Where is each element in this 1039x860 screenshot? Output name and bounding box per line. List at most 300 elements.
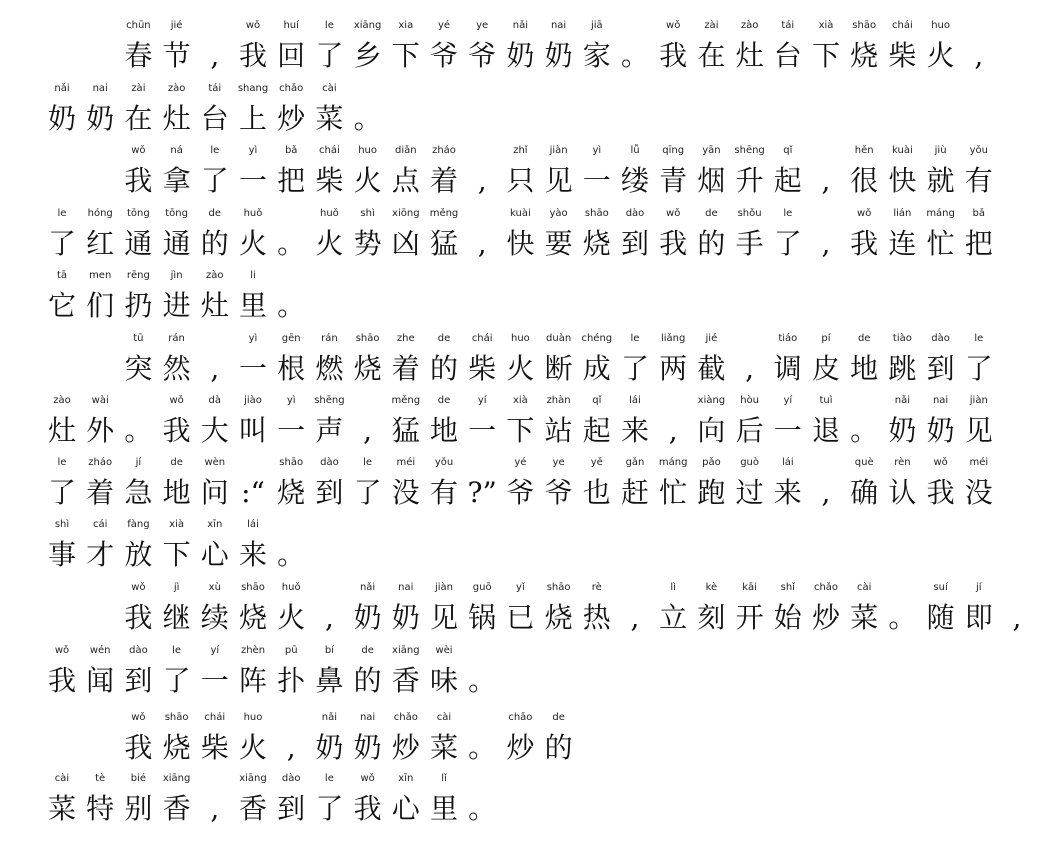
- pinyin: pí: [821, 333, 831, 344]
- pinyin: jié: [170, 20, 183, 31]
- hanzi: 凶: [391, 227, 420, 260]
- hanzi: 断: [544, 352, 573, 385]
- hanzi: 升: [735, 164, 764, 197]
- pinyin: yé: [514, 457, 527, 468]
- pinyin: shāo: [164, 712, 189, 723]
- pinyin: yí: [783, 395, 793, 406]
- pinyin: wǒ: [857, 208, 872, 219]
- hanzi: 柴: [468, 352, 497, 385]
- hanzi: 柴: [888, 39, 917, 72]
- hanzi: 要: [544, 227, 573, 260]
- pinyin: zhǐ: [513, 145, 528, 156]
- pinyin: yì: [248, 145, 258, 156]
- pinyin: nǎi: [894, 395, 911, 406]
- hanzi: 势: [353, 227, 382, 260]
- hanzi: 台: [773, 39, 802, 72]
- pinyin: lián: [893, 208, 912, 219]
- pinyin: xīn: [207, 519, 223, 530]
- hanzi: 点: [391, 164, 420, 197]
- hanzi: 一: [238, 164, 267, 197]
- hanzi: 开: [735, 601, 764, 634]
- hanzi: 烧: [162, 731, 191, 764]
- pinyin: shēng: [734, 145, 765, 156]
- hanzi: 到: [315, 476, 344, 509]
- pinyin: yě: [590, 457, 603, 468]
- hanzi: 。: [850, 414, 879, 447]
- ruby-character: [960, 143, 998, 205]
- hanzi: 把: [277, 164, 306, 197]
- hanzi: 上: [238, 102, 267, 135]
- pinyin: le: [363, 457, 373, 468]
- hanzi: 地: [850, 352, 879, 385]
- pinyin: wǒ: [666, 20, 681, 31]
- hanzi: 。: [468, 792, 497, 825]
- hanzi: 味: [429, 664, 458, 697]
- hanzi: 拿: [162, 164, 191, 197]
- pinyin: hóng: [87, 208, 113, 219]
- pinyin: nǎi: [54, 83, 70, 94]
- pinyin: [341, 81, 395, 97]
- hanzi: 我: [124, 731, 153, 764]
- hanzi: 烧: [277, 476, 306, 509]
- hanzi: 里: [429, 792, 458, 825]
- pinyin: dào: [625, 208, 645, 219]
- pinyin: tōng: [165, 208, 188, 219]
- pinyin: le: [210, 145, 220, 156]
- hanzi: 心: [391, 792, 420, 825]
- pinyin: měng: [391, 395, 421, 406]
- hanzi: 着: [429, 164, 458, 197]
- hanzi: 然: [162, 352, 191, 385]
- hanzi: 一: [277, 414, 306, 447]
- pinyin: méi: [396, 457, 416, 468]
- hanzi: 有: [429, 476, 458, 509]
- hanzi: 奶: [544, 39, 573, 72]
- hanzi: 青: [659, 164, 688, 197]
- pinyin: de: [437, 395, 451, 406]
- hanzi: 下: [391, 39, 420, 72]
- pinyin: chái: [892, 20, 913, 31]
- hanzi: 回: [277, 39, 306, 72]
- pinyin: xiāng: [353, 20, 382, 31]
- hanzi: 已: [506, 601, 535, 634]
- pinyin: yì: [592, 145, 602, 156]
- pinyin: chūn: [126, 20, 151, 31]
- pinyin: men: [89, 270, 112, 281]
- pinyin: nai: [359, 712, 376, 723]
- pinyin: jiàn: [969, 395, 988, 406]
- punctuation: [463, 643, 501, 705]
- pinyin: shāo: [546, 582, 571, 593]
- hanzi: 炒: [391, 731, 420, 764]
- hanzi: 退: [811, 414, 840, 447]
- pinyin: huo: [510, 333, 530, 344]
- pinyin: dào: [320, 457, 339, 468]
- pinyin: de: [705, 208, 718, 219]
- hanzi: 我: [850, 227, 879, 260]
- pinyin: de: [361, 645, 374, 656]
- pinyin: qīng: [662, 145, 685, 156]
- hanzi: 菜: [850, 601, 879, 634]
- pinyin: wǒ: [169, 395, 184, 406]
- pinyin: tōng: [127, 208, 150, 219]
- hanzi: 。: [277, 538, 306, 571]
- hanzi: 继: [162, 601, 191, 634]
- pinyin: huo: [931, 20, 950, 31]
- hanzi: ,: [210, 39, 220, 72]
- pinyin: duàn: [546, 333, 572, 344]
- hanzi: 柴: [315, 164, 344, 197]
- pinyin: [455, 771, 509, 787]
- pinyin: máng: [658, 457, 688, 468]
- pinyin: tiáo: [778, 333, 798, 344]
- pinyin: wén: [89, 645, 111, 656]
- pinyin: rán: [168, 333, 185, 344]
- hanzi: 了: [47, 476, 76, 509]
- pinyin: de: [437, 333, 451, 344]
- pinyin: le: [630, 333, 640, 344]
- pinyin: wǒ: [131, 145, 146, 156]
- hanzi: ,: [974, 39, 984, 72]
- pinyin: cài: [436, 712, 452, 723]
- hanzi: 进: [162, 289, 191, 322]
- text-line: [0, 268, 1039, 330]
- pinyin: shāo: [355, 333, 380, 344]
- hanzi: 烧: [544, 601, 573, 634]
- hanzi: 灶: [47, 414, 76, 447]
- hanzi: 在: [124, 102, 153, 135]
- pinyin: de: [552, 712, 565, 723]
- hanzi: 的: [429, 352, 458, 385]
- hanzi: 火: [238, 731, 267, 764]
- hanzi: 我: [47, 664, 76, 697]
- hanzi: 问: [200, 476, 229, 509]
- hanzi: 见: [964, 414, 993, 447]
- hanzi: 奶: [353, 601, 382, 634]
- hanzi: 香: [162, 792, 191, 825]
- hanzi: 火: [506, 352, 535, 385]
- pinyin: wài: [91, 395, 109, 406]
- hanzi: 香: [238, 792, 267, 825]
- pinyin: fàng: [127, 519, 150, 530]
- hanzi: 柴: [200, 731, 229, 764]
- hanzi: 地: [429, 414, 458, 447]
- hanzi: 奶: [391, 601, 420, 634]
- hanzi: 烧: [353, 352, 382, 385]
- hanzi: 家: [582, 39, 611, 72]
- hanzi: 通: [124, 227, 153, 260]
- pinyin: jí: [976, 582, 982, 593]
- hanzi: 的: [200, 227, 229, 260]
- hanzi: 的: [544, 731, 573, 764]
- hanzi: 扔: [124, 289, 153, 322]
- pinyin: yí: [477, 395, 487, 406]
- hanzi: 声: [315, 414, 344, 447]
- pinyin: tā: [56, 270, 68, 281]
- pinyin: bié: [130, 773, 147, 784]
- hanzi: 红: [86, 227, 115, 260]
- hanzi: 来: [620, 414, 649, 447]
- hanzi: ,: [668, 414, 678, 447]
- pinyin: tuì: [819, 395, 833, 406]
- pinyin: chǎo: [393, 712, 418, 723]
- pinyin: kāi: [742, 582, 757, 593]
- pinyin: huǒ: [319, 208, 339, 219]
- pinyin: kuài: [892, 145, 913, 156]
- pinyin: zào: [740, 20, 759, 31]
- hanzi: ,: [210, 352, 220, 385]
- hanzi: 了: [315, 792, 344, 825]
- hanzi: 炒: [811, 601, 840, 634]
- pinyin: hěn: [854, 145, 874, 156]
- hanzi: ,: [821, 476, 831, 509]
- pinyin: huo: [358, 145, 377, 156]
- pinyin: hòu: [740, 395, 759, 406]
- hanzi: ,: [1012, 601, 1022, 634]
- pinyin: shǒu: [737, 208, 762, 219]
- hanzi: 即: [964, 601, 993, 634]
- pinyin: xiōng: [392, 208, 420, 219]
- hanzi: ,: [477, 227, 487, 260]
- hanzi: 奶: [353, 731, 382, 764]
- hanzi: 确: [850, 476, 879, 509]
- pinyin: de: [170, 457, 183, 468]
- pinyin: tái: [781, 20, 795, 31]
- pinyin: qǐ: [783, 145, 793, 156]
- pinyin: qǐ: [592, 395, 602, 406]
- hanzi: ,: [630, 601, 640, 634]
- pinyin: xiāng: [392, 645, 420, 656]
- hanzi: 燃: [315, 352, 344, 385]
- hanzi: 才: [86, 538, 115, 571]
- pinyin: xià: [512, 395, 528, 406]
- hanzi: 来: [773, 476, 802, 509]
- pinyin: shāo: [241, 582, 265, 593]
- hanzi: 向: [697, 414, 726, 447]
- hanzi: 把: [964, 227, 993, 260]
- pinyin: le: [324, 20, 334, 31]
- pinyin: yǒu: [434, 457, 454, 468]
- pinyin: ye: [552, 457, 565, 468]
- pinyin: zài: [131, 83, 146, 94]
- hanzi: 了: [162, 664, 191, 697]
- pinyin: shì: [54, 519, 70, 530]
- pinyin: chái: [204, 712, 226, 723]
- hanzi: 奶: [47, 102, 76, 135]
- hanzi: 我: [238, 39, 267, 72]
- hanzi: 放: [124, 538, 153, 571]
- hanzi: 烟: [697, 164, 726, 197]
- pinyin: yǐ: [516, 582, 525, 593]
- hanzi: 刻: [697, 601, 726, 634]
- pinyin: shāo: [279, 457, 304, 468]
- hanzi: 下: [811, 39, 840, 72]
- hanzi: 下: [506, 414, 535, 447]
- hanzi: :“: [241, 476, 265, 509]
- hanzi: 一: [773, 414, 802, 447]
- pinyin: jiā: [590, 20, 603, 31]
- pinyin: jié: [705, 333, 718, 344]
- pinyin: lì: [670, 582, 676, 593]
- pinyin: chǎo: [508, 712, 533, 723]
- pinyin: de: [857, 333, 871, 344]
- pinyin: xù: [208, 582, 221, 593]
- pinyin: jiù: [934, 145, 947, 156]
- pinyin: yí: [210, 645, 220, 656]
- pinyin: le: [57, 457, 67, 468]
- hanzi: 了: [47, 227, 76, 260]
- pinyin: huǒ: [281, 582, 301, 593]
- punctuation: [272, 517, 310, 579]
- hanzi: 始: [773, 601, 802, 634]
- punctuation: [998, 580, 1036, 642]
- pinyin: máng: [926, 208, 955, 219]
- hanzi: 爷: [468, 39, 497, 72]
- hanzi: 立: [659, 601, 688, 634]
- pinyin: jì: [173, 582, 180, 593]
- pinyin: guò: [740, 457, 759, 468]
- hanzi: 菜: [315, 102, 344, 135]
- hanzi: 我: [124, 601, 153, 634]
- hanzi: ,: [745, 352, 755, 385]
- hanzi: ,: [363, 414, 373, 447]
- hanzi: 猛: [429, 227, 458, 260]
- hanzi: 起: [582, 414, 611, 447]
- hanzi: 火: [277, 601, 306, 634]
- pinyin: tiào: [892, 333, 912, 344]
- hanzi: 根: [277, 352, 306, 385]
- hanzi: 烧: [582, 227, 611, 260]
- pinyin: huí: [283, 20, 299, 31]
- hanzi: 灶: [200, 289, 229, 322]
- pinyin: suí: [933, 582, 948, 593]
- pinyin: diǎn: [395, 145, 417, 156]
- pinyin: què: [854, 457, 874, 468]
- hanzi: 我: [353, 792, 382, 825]
- pinyin: méi: [969, 457, 989, 468]
- ruby-character: [960, 331, 998, 393]
- pinyin: zhàn: [546, 395, 571, 406]
- pinyin: nai: [550, 20, 567, 31]
- hanzi: 两: [659, 352, 688, 385]
- hanzi: 很: [850, 164, 879, 197]
- pinyin: chǎo: [813, 582, 839, 593]
- pinyin: le: [974, 333, 984, 344]
- pinyin: shang: [237, 83, 269, 94]
- pinyin: le: [57, 208, 67, 219]
- hanzi: 热: [582, 601, 611, 634]
- hanzi: 灶: [735, 39, 764, 72]
- pinyin: dào: [281, 773, 301, 784]
- pinyin: de: [208, 208, 222, 219]
- pinyin: nǎi: [321, 712, 338, 723]
- text-line: [0, 517, 1039, 579]
- hanzi: 通: [162, 227, 191, 260]
- hanzi: 别: [124, 792, 153, 825]
- hanzi: 锅: [468, 601, 497, 634]
- text-line: [0, 393, 1039, 455]
- hanzi: 了: [353, 476, 382, 509]
- hanzi: 爷: [429, 39, 458, 72]
- hanzi: 闻: [86, 664, 115, 697]
- text-line: [0, 643, 1039, 705]
- pinyin: yì: [248, 333, 258, 344]
- hanzi: 站: [544, 414, 573, 447]
- hanzi: 奶: [315, 731, 344, 764]
- pinyin: [264, 517, 318, 533]
- pinyin: yé: [437, 20, 451, 31]
- hanzi: 快: [888, 164, 917, 197]
- hanzi: 跳: [888, 352, 917, 385]
- hanzi: 见: [544, 164, 573, 197]
- hanzi: 续: [200, 601, 229, 634]
- hanzi: 一: [238, 352, 267, 385]
- hanzi: 奶: [506, 39, 535, 72]
- pinyin: kè: [705, 582, 718, 593]
- pinyin: dào: [931, 333, 950, 344]
- hanzi: 就: [926, 164, 955, 197]
- hanzi: 。: [277, 227, 306, 260]
- hanzi: 我: [162, 414, 191, 447]
- pinyin: li: [250, 270, 256, 281]
- hanzi: 心: [200, 538, 229, 571]
- hanzi: ,: [210, 792, 220, 825]
- punctuation: [463, 771, 501, 833]
- pinyin: rèn: [894, 457, 911, 468]
- text-line: [0, 81, 1039, 143]
- hanzi: 火: [238, 227, 267, 260]
- hanzi: 缕: [620, 164, 649, 197]
- pinyin: wǒ: [131, 712, 146, 723]
- hanzi: 后: [735, 414, 764, 447]
- hanzi: 里: [238, 289, 267, 322]
- pinyin: yì: [286, 395, 296, 406]
- pinyin: dào: [129, 645, 148, 656]
- pinyin: rè: [591, 582, 602, 593]
- pinyin: yān: [702, 145, 721, 156]
- pinyin: huǒ: [243, 208, 263, 219]
- pinyin: pū: [284, 645, 298, 656]
- pinyin: lái: [247, 519, 259, 530]
- pinyin: nai: [92, 83, 108, 94]
- hanzi: 们: [86, 289, 115, 322]
- hanzi: 皮: [811, 352, 840, 385]
- pinyin: zháo: [88, 457, 113, 468]
- pinyin: huo: [243, 712, 263, 723]
- pinyin: yǒu: [969, 145, 988, 156]
- hanzi: 截: [697, 352, 726, 385]
- pinyin: [952, 18, 1006, 34]
- pinyin: zài: [704, 20, 719, 31]
- hanzi: 香: [391, 664, 420, 697]
- pinyin: lǐ: [441, 773, 447, 784]
- hanzi: 了: [315, 39, 344, 72]
- hanzi: ,: [821, 227, 831, 260]
- hanzi: ,: [286, 731, 296, 764]
- hanzi: 来: [238, 538, 267, 571]
- hanzi: 我: [659, 227, 688, 260]
- pinyin: rēng: [126, 270, 150, 281]
- pinyin: nai: [398, 582, 414, 593]
- pinyin: jí: [135, 457, 142, 468]
- pinyin: xiāng: [162, 773, 191, 784]
- pinyin: jìn: [170, 270, 183, 281]
- hanzi: 大: [200, 414, 229, 447]
- hanzi: 过: [735, 476, 764, 509]
- hanzi: 一: [468, 414, 497, 447]
- pinyin: tái: [208, 83, 222, 94]
- hanzi: 鼻: [315, 664, 344, 697]
